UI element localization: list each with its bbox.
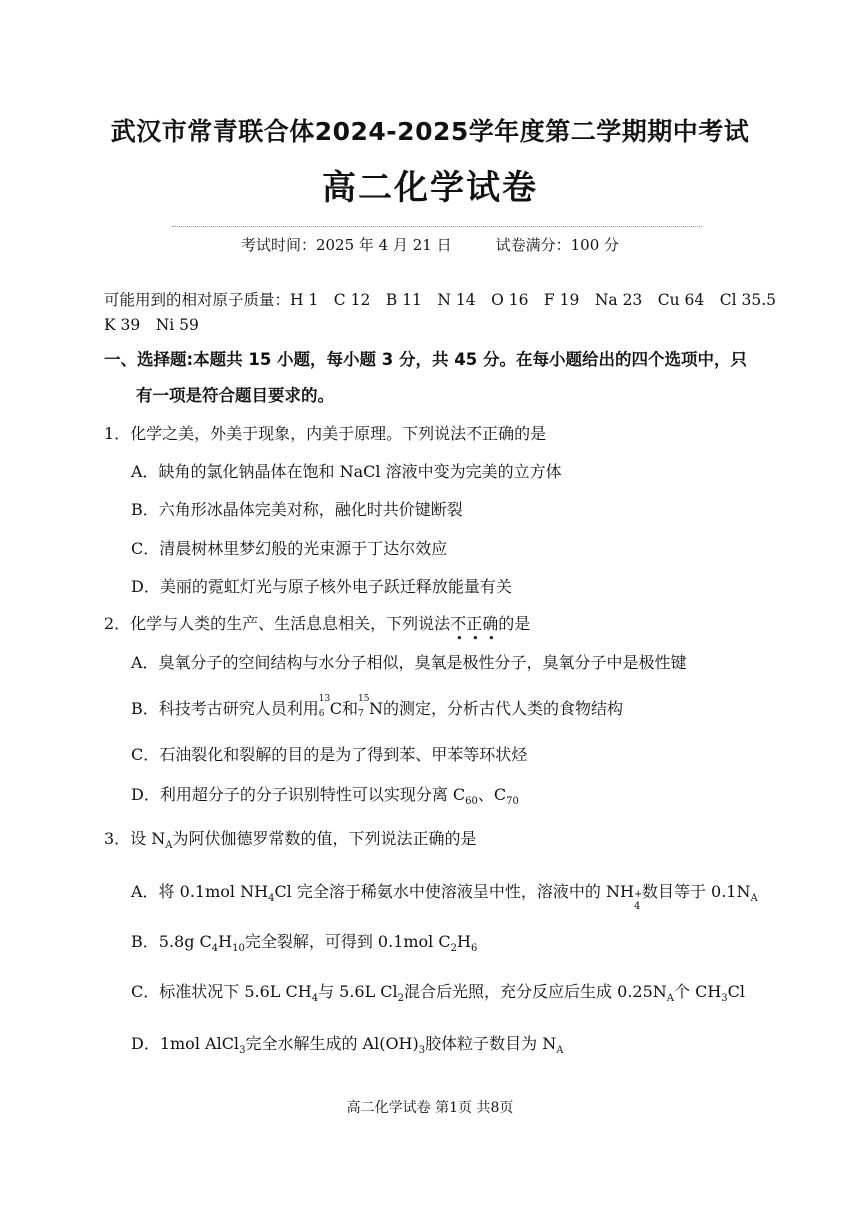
- q2-option-d: D．利用超分子的分子识别特性可以实现分离 $C_{60}$、$C_{70}$: [131, 785, 519, 807]
- q3-option-b: B．5.8g $C_4H_{10}$完全裂解，可得到 0.1mol $C_2H_6$: [131, 932, 478, 954]
- q2-option-c: C．石油裂化和裂解的目的是为了得到苯、甲苯等环状烃: [131, 745, 528, 764]
- q1-option-d: D．美丽的霓虹灯光与原子核外电子跃迁释放能量有关: [131, 577, 512, 596]
- section-heading: 一、选择题:本题共 15 小题，每小题 3 分，共 45 分。在每小题给出的四个选项中，只: [104, 350, 747, 369]
- q3-stem: 3．设 $N_A$为阿伏伽德罗常数的值，下列说法正确的是: [104, 829, 477, 851]
- section-heading-cont: 有一项是符合题目要求的。: [136, 386, 334, 405]
- q1-option-b: B．六角形冰晶体完美对称，融化时共价键断裂: [131, 500, 463, 519]
- q3-option-a: A．将 0.1mol $NH_4Cl$ 完全溶于稀氨水中使溶液呈中性，溶液中的 NH + 4 数目等于 $0.1N_A$: [131, 882, 758, 912]
- q2-stem: 2．化学与人类的生产、生活息息相关，下列说法不正确的是: [104, 611, 530, 634]
- q1-option-a: A．缺角的氯化钠晶体在饱和 NaCl 溶液中变为完美的立方体: [131, 462, 562, 481]
- exam-time: 考试时间：2025 年 4 月 21 日: [240, 236, 452, 254]
- atomic-masses-line2: K 39 Ni 59: [104, 316, 199, 334]
- q2-option-a: A．臭氧分子的空间结构与水分子相似，臭氧是极性分子，臭氧分子中是极性键: [131, 653, 687, 672]
- emphasis-mark: 确: [482, 614, 499, 633]
- exam-info: [0, 234, 860, 255]
- atomic-masses-line1: 可能用到的相对原子质量：H 1 C 12 B 11 N 14 O 16 F 19 Na 23 Cu 64 Cl 35.5: [104, 291, 777, 309]
- full-score: 试卷满分：100 分: [495, 236, 620, 254]
- q2-option-b: B．科技考古研究人员利用 13 6 C和 15 7 N的测定，分析古代人类的食物结构: [131, 694, 624, 719]
- emphasis-mark: 正: [466, 614, 483, 633]
- header-divider: [172, 226, 702, 227]
- nitrogen-15-nuclide: 15 7 N: [358, 694, 384, 719]
- carbon-13-nuclide: 13 6 C: [318, 694, 343, 719]
- emphasis-mark: 不: [450, 614, 467, 633]
- exam-title: 武汉市常青联合体2024-2025学年度第二学期期中考试: [110, 117, 750, 146]
- page-footer: 高二化学试卷 第1页 共8页: [346, 1100, 514, 1116]
- q3-option-d: D．1mol AlCl$_3$完全水解生成的 $Al(OH)_3$胶体粒子数目为 $N_A$: [131, 1034, 564, 1056]
- q1-stem: 1．化学之美，外美于现象，内美于原理。下列说法不正确的是: [104, 424, 547, 443]
- q3-option-c: C．标准状况下 5.6L $CH_4$与 5.6L $Cl_2$混合后光照，充分反应后生成 $0.25N_A$个 $CH_3Cl$: [131, 982, 746, 1004]
- subject-title: 高二化学试卷: [322, 168, 538, 208]
- q1-option-c: C．清晨树林里梦幻般的光束源于丁达尔效应: [131, 539, 448, 558]
